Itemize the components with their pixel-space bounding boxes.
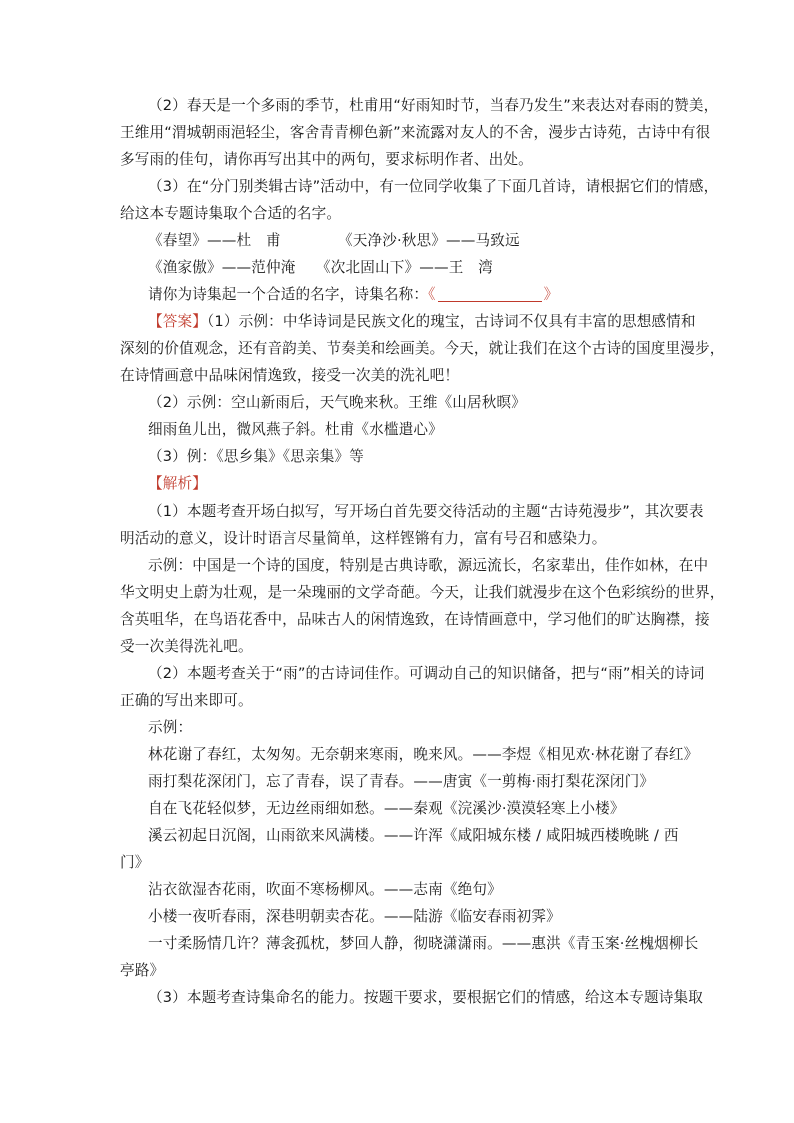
- answer-label: 【答案】: [148, 313, 207, 330]
- poem-yujiaao: 《渔家傲》——范仲淹: [148, 259, 296, 276]
- poetry-collection-name-prompt: [148, 286, 558, 304]
- rain-poem-5: 沾衣欲湿杏花雨，吹面不寒杨柳风。——志南《绝句》: [148, 881, 502, 898]
- answer-line-1: 【答案】（1）示例：中华诗词是民族文化的瑰宝，古诗词不仅具有丰富的思想感情和: [148, 313, 696, 330]
- rain-poem-6: 小楼一夜听春雨，深巷明朝卖杏花。——陆游《临安春雨初霁》: [148, 908, 561, 925]
- prompt-text: 请你为诗集起一个合适的名字，诗集名称：: [148, 286, 429, 303]
- poem-cibeigushan: 《次北固山下》——王 湾: [316, 259, 493, 276]
- answer-3: （3）例：《思乡集》《思亲集》等: [148, 448, 364, 465]
- name-blank: [438, 288, 542, 302]
- example-1-line-2: 华文明史上蔚为壮观，是一朵瑰丽的文学奇葩。今天，让我们就漫步在这个色彩缤纷的世界，: [120, 584, 725, 601]
- analysis-2-line-2: 正确的写出来即可。: [120, 692, 253, 709]
- rain-poem-4-line-1: 溪云初起日沉阁，山雨欲来风满楼。——许浑《咸阳城东楼 / 咸阳城西楼晚眺 / 西: [148, 827, 679, 844]
- answer-line-3: 在诗情画意中品味闲情逸致，接受一次美的洗礼吧！: [120, 367, 460, 384]
- example-1-line-1: 示例：中国是一个诗的国度，特别是古典诗歌，源远流长，名家辈出，佳作如林，在中: [148, 557, 709, 574]
- analysis-1-line-1: （1）本题考查开场白拟写，写开场白首先要交待活动的主题“古诗苑漫步”，其次要表: [148, 503, 704, 520]
- q3-line-1: （3）在“分门别类辑古诗”活动中，有一位同学收集了下面几首诗，请根据它们的情感，: [148, 178, 719, 195]
- poem-tianjingsha: 《天净沙·秋思》——马致远: [338, 232, 520, 249]
- answer-line-2: 深刻的价值观念，还有音韵美、节奏美和绘画美。今天，就让我们在这个古诗的国度里漫步，: [120, 340, 725, 357]
- analysis-1-line-2: 明活动的意义，设计时语言尽量简单，这样铿锵有力，富有号召和感染力。: [120, 530, 607, 547]
- example-1-line-4: 受一次美得洗礼吧。: [120, 638, 253, 655]
- poem-chunwang: 《春望》——杜 甫: [148, 232, 281, 249]
- analysis-3-line-1: （3）本题考查诗集命名的能力。按题干要求，要根据它们的情感，给这本专题诗集取: [148, 989, 703, 1006]
- q3-line-2: 给这本专题诗集取个合适的名字。: [120, 205, 342, 222]
- rain-poem-2: 雨打梨花深闭门，忘了青春，误了青春。——唐寅《一剪梅·雨打梨花深闭门》: [148, 773, 655, 790]
- example-1-line-3: 含英咀华，在鸟语花香中，品味古人的闲情逸致，在诗情画意中，学习他们的旷达胸襟，接: [120, 611, 710, 628]
- answer-2-line-1: （2）示例：空山新雨后，天气晚来秋。王维《山居秋暝》: [148, 394, 527, 411]
- analysis-label: 【解析】: [148, 475, 207, 492]
- rain-poem-3: 自在飞花轻似梦，无边丝雨细如愁。——秦观《浣溪沙·漠漠轻寒上小楼》: [148, 800, 625, 817]
- q2-line-2: 王维用“渭城朝雨浥轻尘，客舍青青柳色新”来流露对友人的不舍，漫步古诗苑，古诗中有很: [120, 124, 711, 141]
- rain-poem-7-line-2: 亭路》: [120, 962, 165, 979]
- rain-poem-4-line-2: 门》: [120, 854, 150, 871]
- analysis-2-line-1: （2）本题考查关于“雨”的古诗词佳作。可调动自己的知识储备，把与“雨”相关的诗词: [148, 665, 705, 682]
- rain-poem-1: 林花谢了春红，太匆匆。无奈朝来寒雨，晚来风。——李煜《相见欢·林花谢了春红》: [148, 746, 699, 763]
- rain-poem-7-line-1: 一寸柔肠情几许？薄衾孤枕，梦回人静，彻晓潇潇雨。——惠洪《青玉案·丝槐烟柳长: [148, 935, 699, 952]
- example-2-label: 示例：: [148, 719, 193, 736]
- q2-line-3: 多写雨的佳句，请你再写出其中的两句，要求标明作者、出处。: [120, 151, 533, 168]
- q2-line-1: （2）春天是一个多雨的季节，杜甫用“好雨知时节，当春乃发生”来表达对春雨的赞美，: [148, 97, 719, 114]
- answer-2-line-2: 细雨鱼儿出，微风燕子斜。杜甫《水槛遣心》: [148, 421, 443, 438]
- close-quote: 》: [543, 286, 559, 303]
- open-quote: 《: [428, 286, 436, 303]
